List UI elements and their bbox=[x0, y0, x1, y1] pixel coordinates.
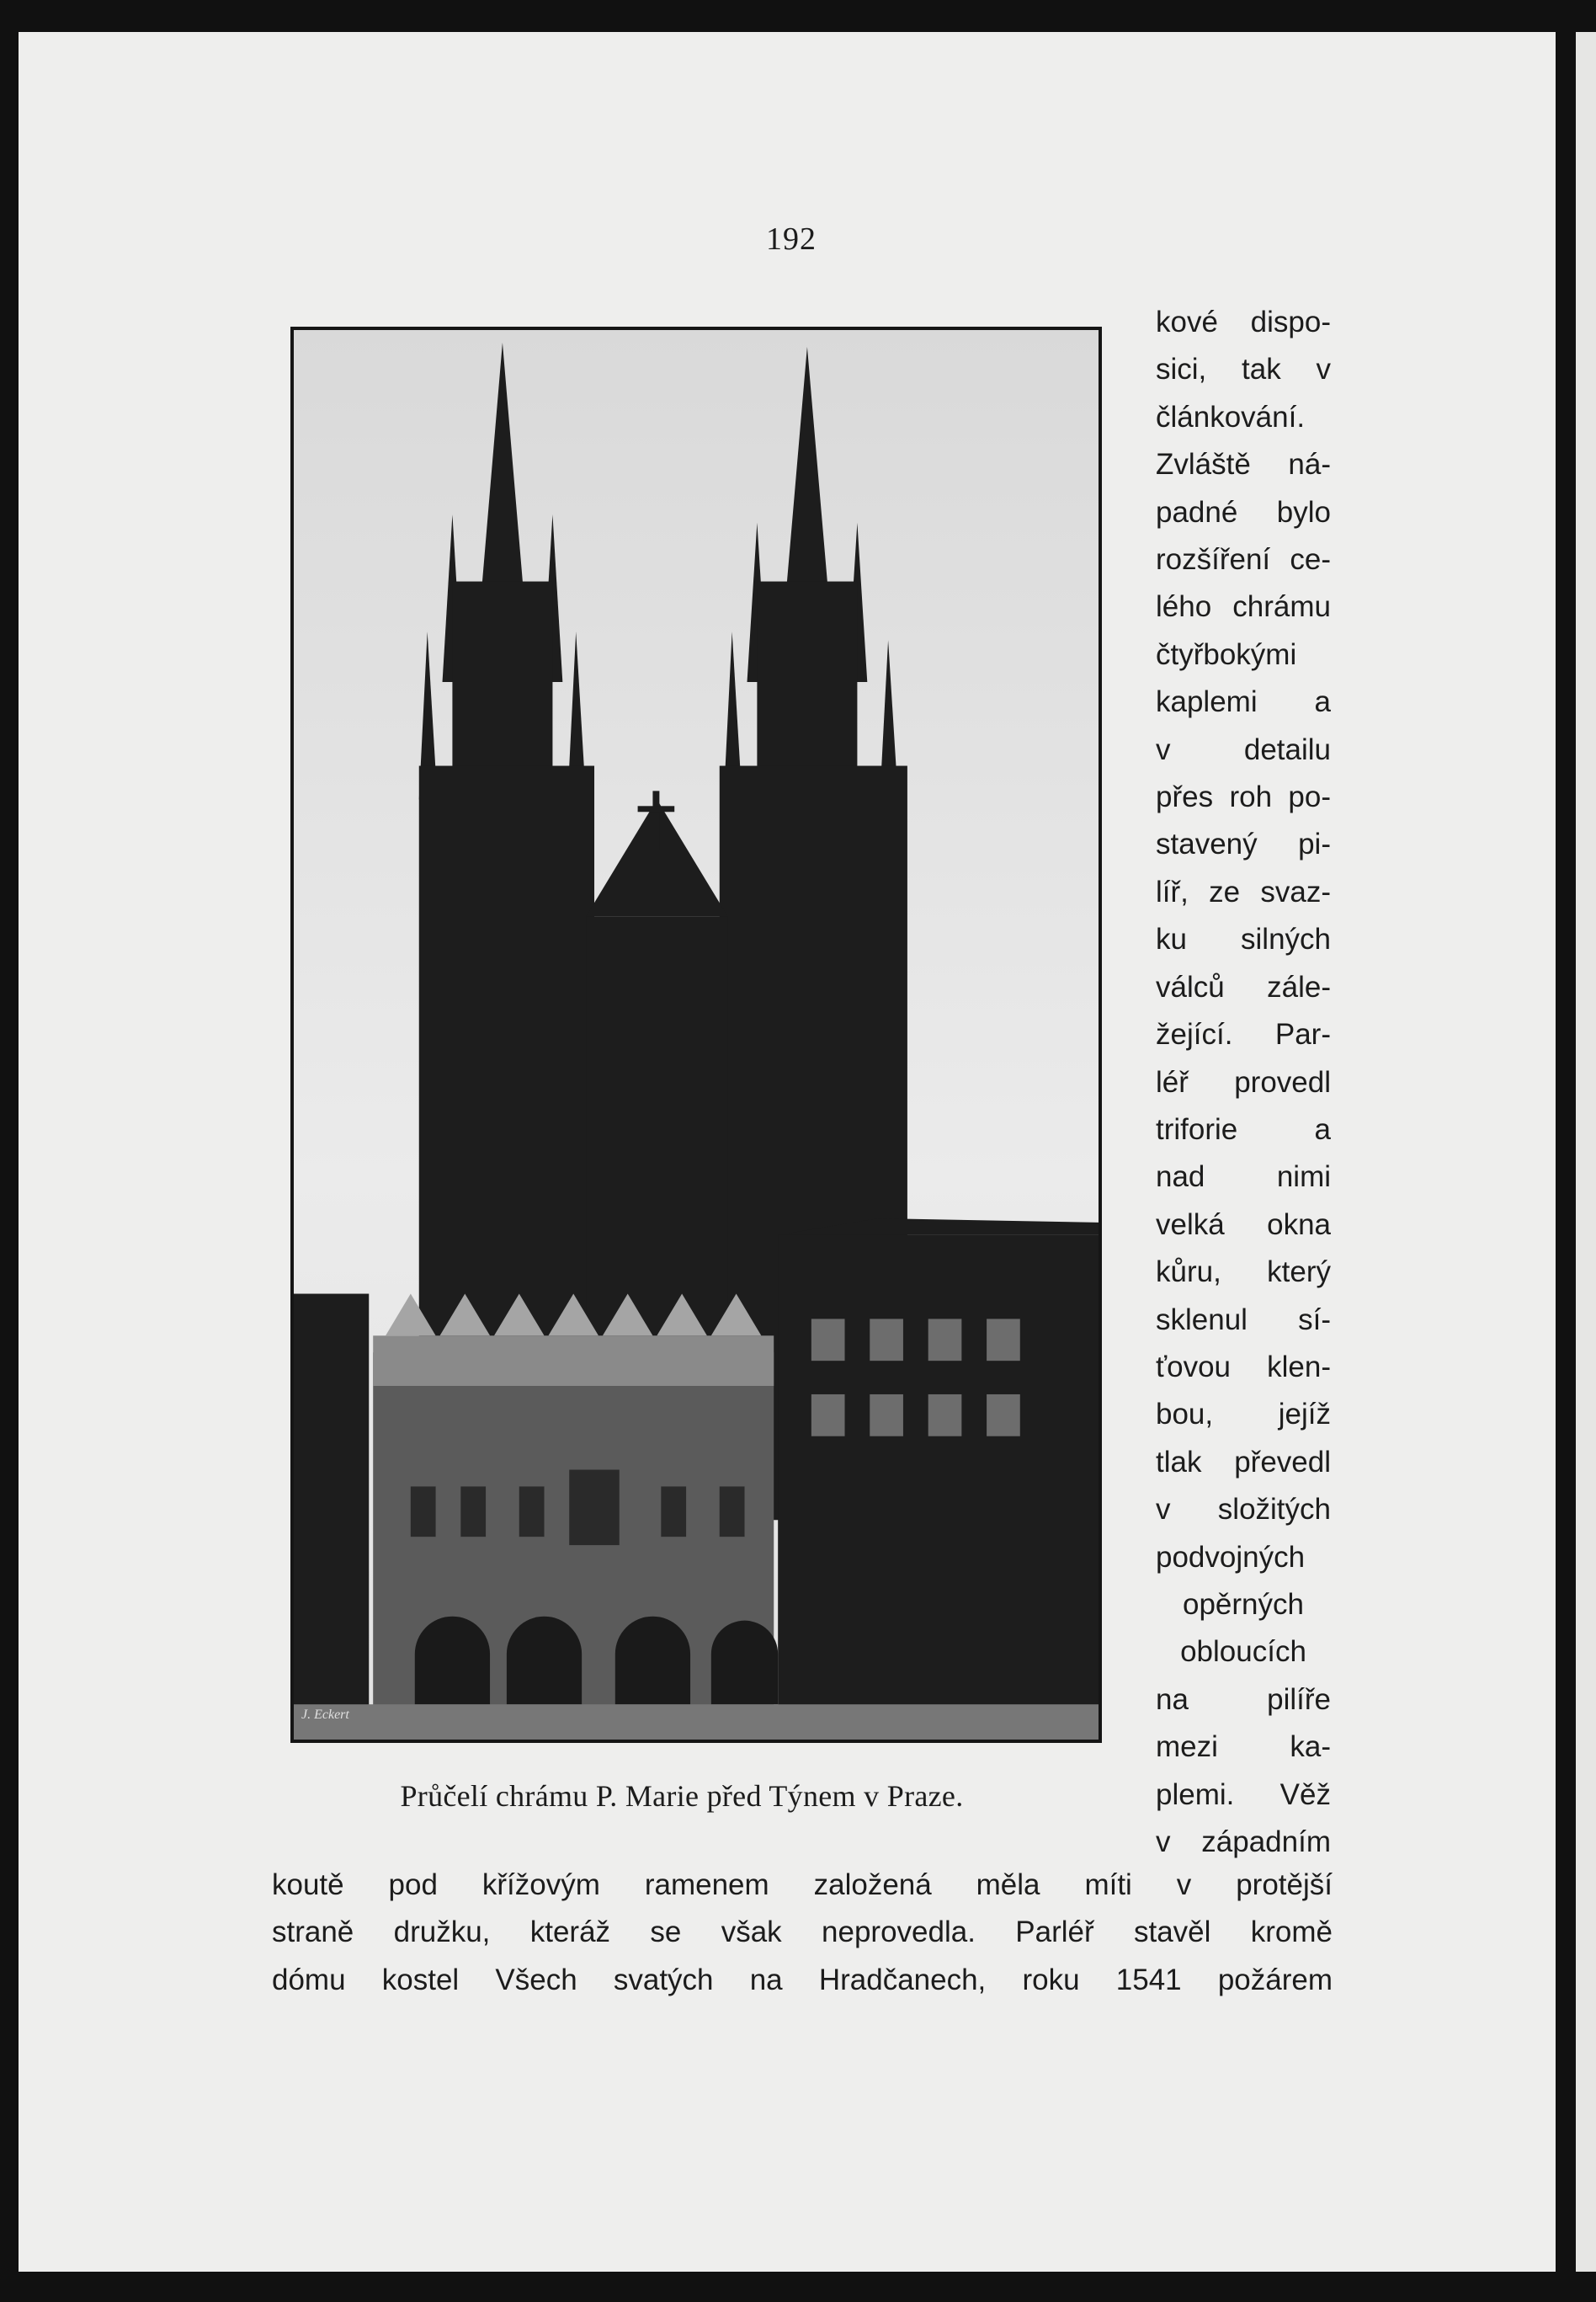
text-line: lého chrámu bbox=[1156, 590, 1331, 624]
church-photograph bbox=[290, 327, 1102, 1743]
next-page-edge bbox=[1576, 32, 1596, 2272]
text-line: kové dispo- bbox=[1156, 306, 1331, 338]
full-width-text bbox=[272, 1862, 1333, 2004]
text-line: líř, ze svaz- bbox=[1156, 875, 1331, 909]
text-line: článkování. bbox=[1156, 400, 1306, 434]
text-line: na pilíře bbox=[1156, 1682, 1331, 1716]
text-line: v detailu bbox=[1156, 733, 1331, 766]
text-line: kůru, který bbox=[1156, 1255, 1331, 1289]
text-line: čtyřbokými bbox=[1156, 637, 1297, 671]
text-line: Zvláště ná- bbox=[1156, 448, 1331, 482]
text-line: opěrných bbox=[1183, 1587, 1304, 1621]
text-line: bou, jejíž bbox=[1156, 1398, 1331, 1431]
text-line: rozšíření ce- bbox=[1156, 543, 1331, 577]
text-line: sklenul sí- bbox=[1156, 1303, 1331, 1336]
text-line: v západním bbox=[1156, 1825, 1331, 1858]
text-line: tlak převedl bbox=[1156, 1445, 1331, 1479]
text-line: stavený pi- bbox=[1156, 828, 1331, 861]
text-line: podvojných bbox=[1156, 1540, 1306, 1574]
side-text-column bbox=[1156, 299, 1331, 1866]
text-line: léř provedl bbox=[1156, 1065, 1331, 1099]
figure-caption: Průčelí chrámu P. Marie před Týnem v Praze. bbox=[400, 1779, 964, 1813]
text-line: žející. Par- bbox=[1156, 1018, 1331, 1052]
text-line: straně družku, kteráž se však neprovedla. Parléř stavěl kromě bbox=[272, 1916, 1333, 1949]
text-line: přes roh po- bbox=[1156, 781, 1331, 814]
text-line: nad nimi bbox=[1156, 1160, 1331, 1194]
text-line: válců zále- bbox=[1156, 970, 1331, 1004]
artist-signature: J. Eckert bbox=[301, 1708, 349, 1722]
text-line: dómu kostel Všech svatých na Hradčanech, roku 1541 požárem bbox=[272, 1963, 1333, 1996]
text-line: velká okna bbox=[1156, 1207, 1331, 1241]
text-line: mezi ka- bbox=[1156, 1730, 1331, 1764]
text-line: sici, tak v bbox=[1156, 353, 1331, 386]
page-number: 192 bbox=[766, 221, 817, 257]
text-line: kaplemi a bbox=[1156, 685, 1331, 719]
text-line: koutě pod křížovým ramenem založená měla míti v protější bbox=[272, 1868, 1333, 1901]
text-line: obloucích bbox=[1180, 1635, 1306, 1669]
text-line: ku silných bbox=[1156, 923, 1331, 957]
text-line: plemi. Věž bbox=[1156, 1777, 1331, 1811]
tyn-church-facade-illustration bbox=[294, 330, 1099, 1740]
text-line: padné bylo bbox=[1156, 495, 1331, 529]
text-line: v složitých bbox=[1156, 1493, 1331, 1527]
text-line: triforie a bbox=[1156, 1112, 1331, 1146]
text-line: ťovou klen- bbox=[1156, 1350, 1331, 1383]
